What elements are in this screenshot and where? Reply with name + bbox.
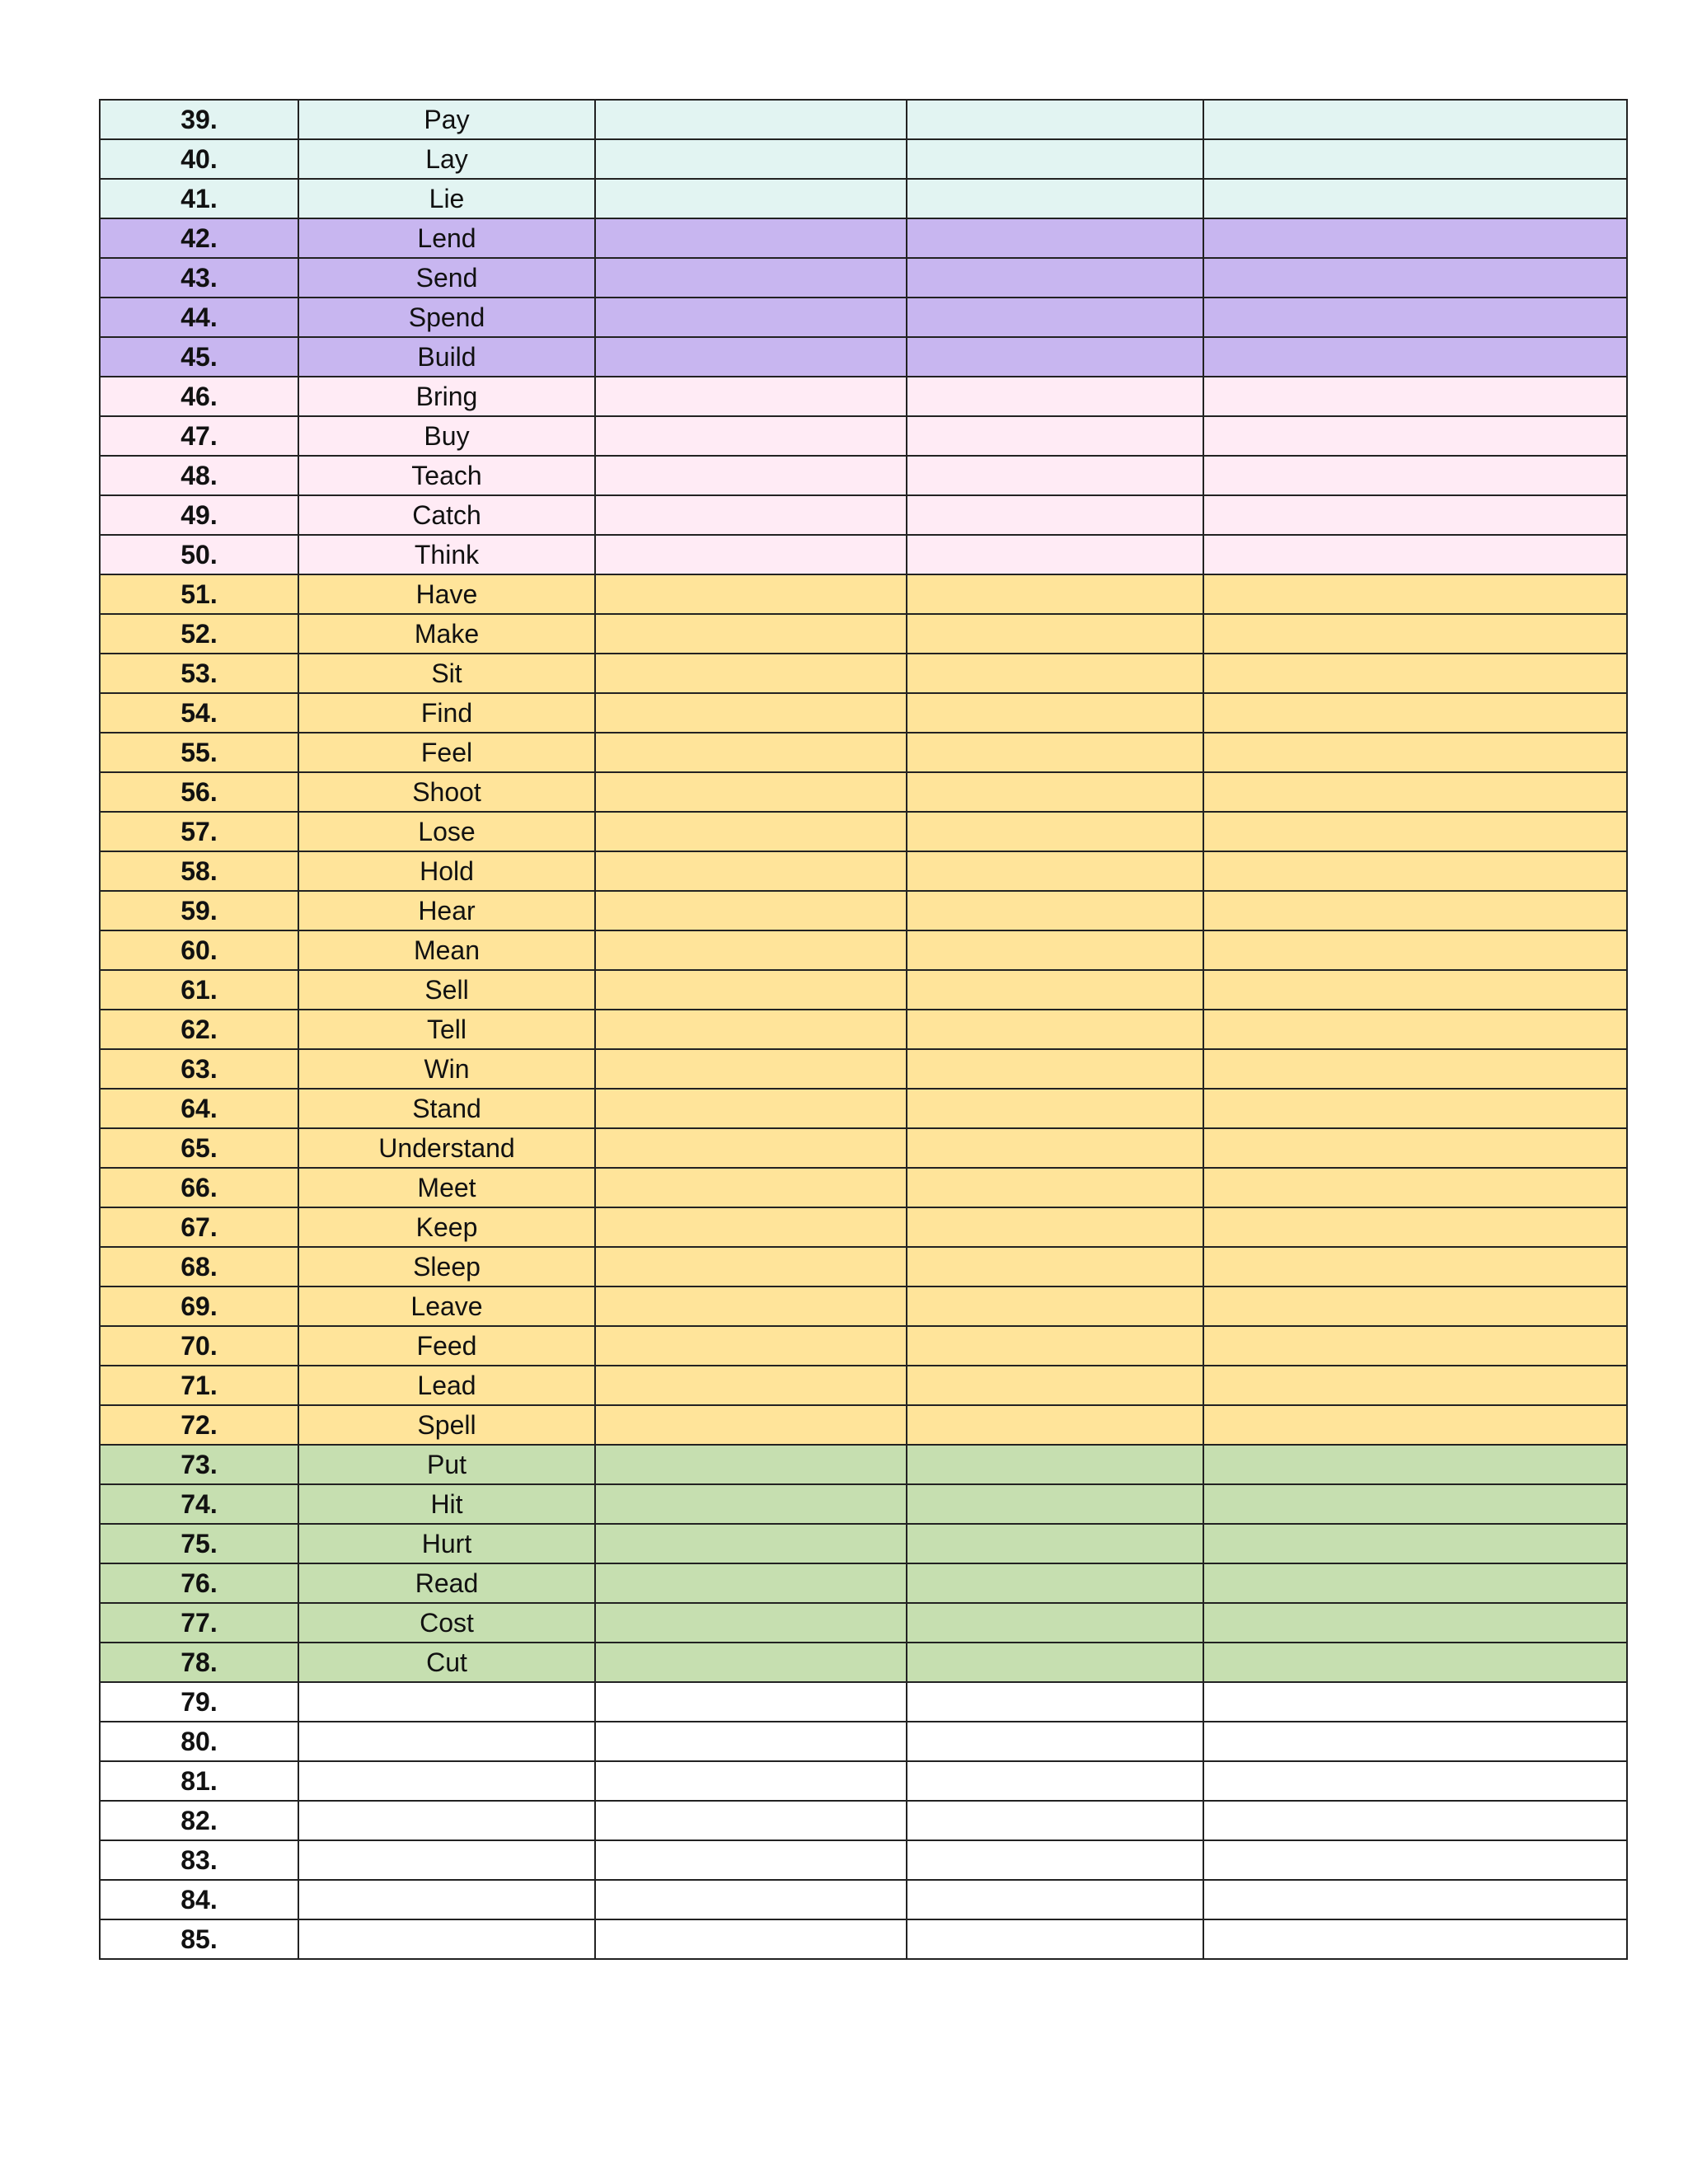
blank-cell[interactable]	[595, 1366, 907, 1405]
row-number: 54.	[100, 693, 298, 733]
table-row	[100, 179, 1627, 218]
blank-cell[interactable]	[907, 1722, 1203, 1761]
table-row	[100, 1484, 1627, 1524]
verb-cell: Make	[298, 614, 595, 654]
row-number: 66.	[100, 1168, 298, 1207]
verb-cell	[298, 1840, 595, 1880]
row-number: 82.	[100, 1801, 298, 1840]
blank-cell[interactable]	[1203, 1761, 1627, 1801]
row-number: 41.	[100, 179, 298, 218]
blank-cell[interactable]	[595, 337, 907, 377]
blank-cell[interactable]	[595, 139, 907, 179]
row-number: 63.	[100, 1049, 298, 1089]
blank-cell[interactable]	[1203, 1722, 1627, 1761]
table-row	[100, 456, 1627, 495]
table-row	[100, 772, 1627, 812]
blank-cell[interactable]	[595, 1207, 907, 1247]
blank-cell[interactable]	[1203, 258, 1627, 298]
blank-cell[interactable]	[595, 1643, 907, 1682]
table-row	[100, 970, 1627, 1010]
table-row	[100, 1524, 1627, 1563]
blank-cell[interactable]	[907, 377, 1203, 416]
table-row	[100, 1643, 1627, 1682]
row-number: 73.	[100, 1445, 298, 1484]
blank-cell[interactable]	[1203, 693, 1627, 733]
verb-cell: Lose	[298, 812, 595, 851]
table-row	[100, 812, 1627, 851]
verb-cell: Spend	[298, 298, 595, 337]
table-row	[100, 416, 1627, 456]
blank-cell[interactable]	[1203, 812, 1627, 851]
blank-cell[interactable]	[1203, 1801, 1627, 1840]
blank-cell[interactable]	[595, 1919, 907, 1959]
blank-cell[interactable]	[595, 100, 907, 139]
table-row	[100, 930, 1627, 970]
blank-cell[interactable]	[907, 851, 1203, 891]
row-number: 59.	[100, 891, 298, 930]
row-number: 60.	[100, 930, 298, 970]
table-row	[100, 377, 1627, 416]
blank-cell[interactable]	[907, 654, 1203, 693]
blank-cell[interactable]	[1203, 1168, 1627, 1207]
row-number: 55.	[100, 733, 298, 772]
blank-cell[interactable]	[595, 1326, 907, 1366]
row-number: 61.	[100, 970, 298, 1010]
table-row	[100, 495, 1627, 535]
verb-cell: Hurt	[298, 1524, 595, 1563]
verb-cell: Sleep	[298, 1247, 595, 1286]
table-row	[100, 1722, 1627, 1761]
blank-cell[interactable]	[907, 456, 1203, 495]
blank-cell[interactable]	[907, 100, 1203, 139]
row-number: 46.	[100, 377, 298, 416]
row-number: 69.	[100, 1286, 298, 1326]
table-row	[100, 1010, 1627, 1049]
verb-cell: Lend	[298, 218, 595, 258]
table-row	[100, 733, 1627, 772]
table-row	[100, 1168, 1627, 1207]
blank-cell[interactable]	[907, 1524, 1203, 1563]
table-row	[100, 535, 1627, 574]
blank-cell[interactable]	[595, 298, 907, 337]
blank-cell[interactable]	[907, 1603, 1203, 1643]
verb-cell: Lay	[298, 139, 595, 179]
row-number: 43.	[100, 258, 298, 298]
blank-cell[interactable]	[907, 337, 1203, 377]
verb-cell: Feel	[298, 733, 595, 772]
blank-cell[interactable]	[595, 693, 907, 733]
blank-cell[interactable]	[1203, 416, 1627, 456]
verb-cell: Cut	[298, 1643, 595, 1682]
blank-cell[interactable]	[595, 930, 907, 970]
blank-cell[interactable]	[595, 1563, 907, 1603]
table-row	[100, 693, 1627, 733]
verb-cell: Keep	[298, 1207, 595, 1247]
row-number: 45.	[100, 337, 298, 377]
verb-cell: Lie	[298, 179, 595, 218]
blank-cell[interactable]	[1203, 1247, 1627, 1286]
verb-cell: Shoot	[298, 772, 595, 812]
blank-cell[interactable]	[907, 1128, 1203, 1168]
verb-cell: Meet	[298, 1168, 595, 1207]
blank-cell[interactable]	[1203, 298, 1627, 337]
blank-cell[interactable]	[907, 1247, 1203, 1286]
blank-cell[interactable]	[1203, 1049, 1627, 1089]
row-number: 47.	[100, 416, 298, 456]
blank-cell[interactable]	[1203, 614, 1627, 654]
blank-cell[interactable]	[1203, 1089, 1627, 1128]
row-number: 74.	[100, 1484, 298, 1524]
blank-cell[interactable]	[595, 1089, 907, 1128]
table-row	[100, 1247, 1627, 1286]
blank-cell[interactable]	[907, 1168, 1203, 1207]
blank-cell[interactable]	[907, 139, 1203, 179]
verb-cell: Cost	[298, 1603, 595, 1643]
blank-cell[interactable]	[907, 1366, 1203, 1405]
verb-cell	[298, 1801, 595, 1840]
table-row	[100, 100, 1627, 139]
verb-cell: Hear	[298, 891, 595, 930]
row-number: 39.	[100, 100, 298, 139]
table-row	[100, 1840, 1627, 1880]
row-number: 81.	[100, 1761, 298, 1801]
verb-cell: Feed	[298, 1326, 595, 1366]
verb-cell: Mean	[298, 930, 595, 970]
row-number: 56.	[100, 772, 298, 812]
row-number: 51.	[100, 574, 298, 614]
table-row	[100, 654, 1627, 693]
blank-cell[interactable]	[907, 1010, 1203, 1049]
verb-cell	[298, 1919, 595, 1959]
blank-cell[interactable]	[1203, 139, 1627, 179]
verb-cell	[298, 1682, 595, 1722]
blank-cell[interactable]	[1203, 535, 1627, 574]
table-row	[100, 1049, 1627, 1089]
table-row	[100, 891, 1627, 930]
blank-cell[interactable]	[1203, 179, 1627, 218]
blank-cell[interactable]	[595, 1722, 907, 1761]
row-number: 50.	[100, 535, 298, 574]
row-number: 44.	[100, 298, 298, 337]
table-row	[100, 1761, 1627, 1801]
blank-cell[interactable]	[595, 1801, 907, 1840]
row-number: 85.	[100, 1919, 298, 1959]
blank-cell[interactable]	[595, 495, 907, 535]
row-number: 83.	[100, 1840, 298, 1880]
blank-cell[interactable]	[907, 1761, 1203, 1801]
row-number: 77.	[100, 1603, 298, 1643]
blank-cell[interactable]	[1203, 1880, 1627, 1919]
blank-cell[interactable]	[595, 733, 907, 772]
blank-cell[interactable]	[595, 1445, 907, 1484]
table-row	[100, 1405, 1627, 1445]
row-number: 49.	[100, 495, 298, 535]
blank-cell[interactable]	[595, 574, 907, 614]
verb-table	[99, 99, 1628, 1960]
verb-cell: Read	[298, 1563, 595, 1603]
row-number: 53.	[100, 654, 298, 693]
blank-cell[interactable]	[1203, 1484, 1627, 1524]
blank-cell[interactable]	[907, 733, 1203, 772]
row-number: 58.	[100, 851, 298, 891]
blank-cell[interactable]	[1203, 1286, 1627, 1326]
blank-cell[interactable]	[907, 891, 1203, 930]
row-number: 75.	[100, 1524, 298, 1563]
blank-cell[interactable]	[595, 772, 907, 812]
blank-cell[interactable]	[1203, 772, 1627, 812]
verb-cell: Have	[298, 574, 595, 614]
blank-cell[interactable]	[595, 258, 907, 298]
blank-cell[interactable]	[907, 1286, 1203, 1326]
row-number: 84.	[100, 1880, 298, 1919]
verb-cell: Spell	[298, 1405, 595, 1445]
blank-cell[interactable]	[907, 1405, 1203, 1445]
row-number: 42.	[100, 218, 298, 258]
blank-cell[interactable]	[1203, 733, 1627, 772]
table-row	[100, 1603, 1627, 1643]
blank-cell[interactable]	[907, 812, 1203, 851]
blank-cell[interactable]	[907, 416, 1203, 456]
blank-cell[interactable]	[907, 1326, 1203, 1366]
table-row	[100, 1128, 1627, 1168]
blank-cell[interactable]	[595, 1247, 907, 1286]
blank-cell[interactable]	[595, 1168, 907, 1207]
verb-cell: Pay	[298, 100, 595, 139]
blank-cell[interactable]	[1203, 574, 1627, 614]
table-row	[100, 614, 1627, 654]
blank-cell[interactable]	[907, 1840, 1203, 1880]
blank-cell[interactable]	[907, 1919, 1203, 1959]
blank-cell[interactable]	[907, 535, 1203, 574]
blank-cell[interactable]	[1203, 1682, 1627, 1722]
blank-cell[interactable]	[595, 1603, 907, 1643]
verb-cell: Buy	[298, 416, 595, 456]
blank-cell[interactable]	[1203, 970, 1627, 1010]
row-number: 65.	[100, 1128, 298, 1168]
verb-cell: Bring	[298, 377, 595, 416]
blank-cell[interactable]	[595, 1880, 907, 1919]
blank-cell[interactable]	[1203, 1207, 1627, 1247]
row-number: 80.	[100, 1722, 298, 1761]
blank-cell[interactable]	[1203, 1366, 1627, 1405]
blank-cell[interactable]	[907, 693, 1203, 733]
row-number: 48.	[100, 456, 298, 495]
blank-cell[interactable]	[595, 535, 907, 574]
blank-cell[interactable]	[595, 1128, 907, 1168]
blank-cell[interactable]	[907, 574, 1203, 614]
blank-cell[interactable]	[1203, 1326, 1627, 1366]
verb-cell: Put	[298, 1445, 595, 1484]
blank-cell[interactable]	[595, 1286, 907, 1326]
blank-cell[interactable]	[1203, 1010, 1627, 1049]
blank-cell[interactable]	[595, 1405, 907, 1445]
blank-cell[interactable]	[907, 970, 1203, 1010]
blank-cell[interactable]	[1203, 100, 1627, 139]
verb-cell	[298, 1761, 595, 1801]
verb-cell: Lead	[298, 1366, 595, 1405]
blank-cell[interactable]	[595, 1010, 907, 1049]
blank-cell[interactable]	[595, 416, 907, 456]
blank-cell[interactable]	[1203, 1840, 1627, 1880]
verb-cell	[298, 1880, 595, 1919]
blank-cell[interactable]	[595, 1484, 907, 1524]
row-number: 52.	[100, 614, 298, 654]
blank-cell[interactable]	[595, 851, 907, 891]
row-number: 72.	[100, 1405, 298, 1445]
blank-cell[interactable]	[907, 218, 1203, 258]
blank-cell[interactable]	[595, 970, 907, 1010]
blank-cell[interactable]	[907, 1880, 1203, 1919]
blank-cell[interactable]	[1203, 495, 1627, 535]
blank-cell[interactable]	[595, 654, 907, 693]
blank-cell[interactable]	[1203, 337, 1627, 377]
verb-cell: Send	[298, 258, 595, 298]
blank-cell[interactable]	[1203, 1919, 1627, 1959]
row-number: 68.	[100, 1247, 298, 1286]
table-row	[100, 1089, 1627, 1128]
row-number: 76.	[100, 1563, 298, 1603]
blank-cell[interactable]	[1203, 456, 1627, 495]
verb-cell: Teach	[298, 456, 595, 495]
verb-cell: Think	[298, 535, 595, 574]
verb-cell: Stand	[298, 1089, 595, 1128]
blank-cell[interactable]	[1203, 1128, 1627, 1168]
verb-cell: Sit	[298, 654, 595, 693]
row-number: 64.	[100, 1089, 298, 1128]
row-number: 79.	[100, 1682, 298, 1722]
verb-cell: Find	[298, 693, 595, 733]
blank-cell[interactable]	[1203, 1643, 1627, 1682]
table-row	[100, 851, 1627, 891]
blank-cell[interactable]	[1203, 930, 1627, 970]
blank-cell[interactable]	[1203, 377, 1627, 416]
verb-cell: Win	[298, 1049, 595, 1089]
blank-cell[interactable]	[907, 772, 1203, 812]
table-row	[100, 1445, 1627, 1484]
blank-cell[interactable]	[907, 1682, 1203, 1722]
blank-cell[interactable]	[907, 1207, 1203, 1247]
table-row	[100, 1286, 1627, 1326]
row-number: 62.	[100, 1010, 298, 1049]
verb-cell: Hold	[298, 851, 595, 891]
blank-cell[interactable]	[907, 1643, 1203, 1682]
blank-cell[interactable]	[907, 258, 1203, 298]
verb-cell: Catch	[298, 495, 595, 535]
blank-cell[interactable]	[1203, 1524, 1627, 1563]
table-row	[100, 298, 1627, 337]
blank-cell[interactable]	[907, 1563, 1203, 1603]
row-number: 71.	[100, 1366, 298, 1405]
blank-cell[interactable]	[595, 891, 907, 930]
table-row	[100, 1326, 1627, 1366]
blank-cell[interactable]	[1203, 1563, 1627, 1603]
blank-cell[interactable]	[907, 1089, 1203, 1128]
blank-cell[interactable]	[595, 614, 907, 654]
blank-cell[interactable]	[1203, 1445, 1627, 1484]
row-number: 78.	[100, 1643, 298, 1682]
table-row	[100, 1563, 1627, 1603]
row-number: 57.	[100, 812, 298, 851]
blank-cell[interactable]	[907, 179, 1203, 218]
verb-cell: Understand	[298, 1128, 595, 1168]
blank-cell[interactable]	[595, 812, 907, 851]
table-row	[100, 1366, 1627, 1405]
table-row	[100, 218, 1627, 258]
blank-cell[interactable]	[907, 614, 1203, 654]
blank-cell[interactable]	[1203, 1603, 1627, 1643]
blank-cell[interactable]	[1203, 891, 1627, 930]
table-row	[100, 1880, 1627, 1919]
blank-cell[interactable]	[595, 1049, 907, 1089]
table-row	[100, 337, 1627, 377]
blank-cell[interactable]	[595, 377, 907, 416]
table-row	[100, 574, 1627, 614]
blank-cell[interactable]	[595, 218, 907, 258]
table-row	[100, 1682, 1627, 1722]
row-number: 70.	[100, 1326, 298, 1366]
table-row	[100, 258, 1627, 298]
verb-cell: Build	[298, 337, 595, 377]
verb-cell: Leave	[298, 1286, 595, 1326]
blank-cell[interactable]	[595, 1524, 907, 1563]
blank-cell[interactable]	[595, 1682, 907, 1722]
table-row	[100, 139, 1627, 179]
blank-cell[interactable]	[907, 1445, 1203, 1484]
table-row	[100, 1919, 1627, 1959]
blank-cell[interactable]	[907, 1049, 1203, 1089]
blank-cell[interactable]	[595, 1761, 907, 1801]
table-row	[100, 1207, 1627, 1247]
blank-cell[interactable]	[1203, 654, 1627, 693]
blank-cell[interactable]	[907, 298, 1203, 337]
blank-cell[interactable]	[1203, 218, 1627, 258]
row-number: 67.	[100, 1207, 298, 1247]
blank-cell[interactable]	[1203, 851, 1627, 891]
verb-cell: Sell	[298, 970, 595, 1010]
row-number: 40.	[100, 139, 298, 179]
blank-cell[interactable]	[907, 495, 1203, 535]
table-row	[100, 1801, 1627, 1840]
blank-cell[interactable]	[595, 456, 907, 495]
blank-cell[interactable]	[907, 1484, 1203, 1524]
blank-cell[interactable]	[595, 1840, 907, 1880]
blank-cell[interactable]	[907, 930, 1203, 970]
blank-cell[interactable]	[595, 179, 907, 218]
verb-cell	[298, 1722, 595, 1761]
blank-cell[interactable]	[1203, 1405, 1627, 1445]
verb-cell: Hit	[298, 1484, 595, 1524]
verb-cell: Tell	[298, 1010, 595, 1049]
blank-cell[interactable]	[907, 1801, 1203, 1840]
